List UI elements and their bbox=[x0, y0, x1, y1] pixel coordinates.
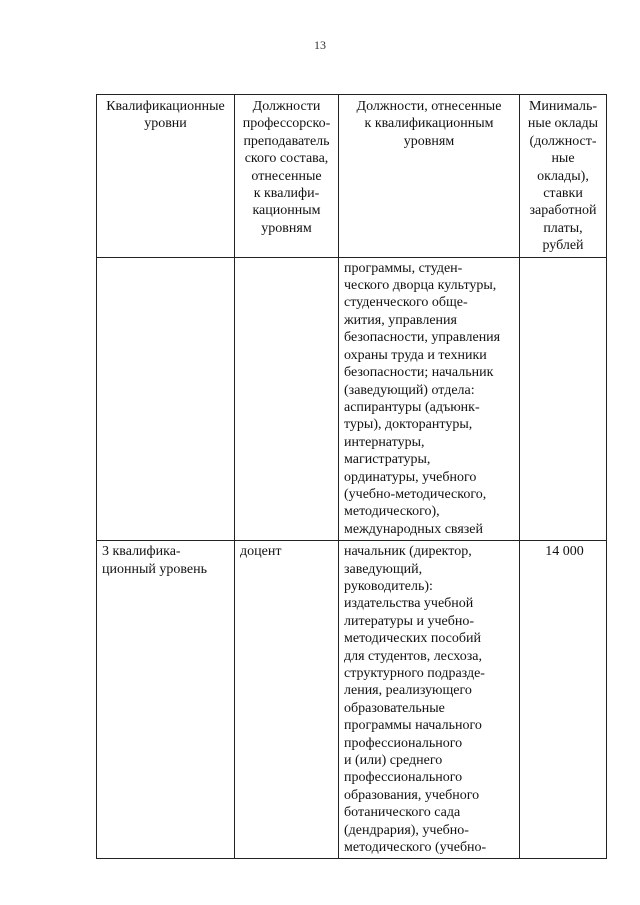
header-min-salary: Минималь- ные оклады (должност- ные оклады), ставки заработной платы, рублей bbox=[520, 95, 607, 258]
faculty-position-cell bbox=[235, 257, 339, 541]
positions-cell: программы, студен- ческого дворца культуры, студенческого обще- жития, управления безопасности, управления охраны труда и техники безопасности; начальник (заведующий) отдела: аспирантуры (адъюнк- туры), докторантуры, интернатуры, магистратуры, ординатуры, учебного (учебно-методического, методического), международных связей bbox=[339, 257, 520, 541]
level-cell: 3 квалифика- ционный уровень bbox=[97, 541, 235, 859]
table-header-row bbox=[97, 95, 607, 258]
salary-table bbox=[96, 94, 607, 859]
table-row bbox=[97, 257, 607, 541]
header-positions: Должности, отнесенные к квалификационным уровням bbox=[339, 95, 520, 258]
salary-cell: 14 000 bbox=[520, 541, 607, 859]
positions-cell: начальник (директор, заведующий, руководитель): издательства учебной литературы и учебно- методических пособий для студентов, лесхоза, структурного подразде- ления, реализующего образовательные программы начального профессионального и (или) среднего профессионального образования, учебного ботанического сада (дендрария), учебно- методического (учебно- bbox=[339, 541, 520, 859]
header-qualification-levels: Квалификационные уровни bbox=[97, 95, 235, 258]
salary-cell bbox=[520, 257, 607, 541]
header-faculty-positions: Должности профессорско- преподаватель ского состава, отнесенные к квалифи- кационным уровням bbox=[235, 95, 339, 258]
page-number: 13 bbox=[314, 38, 326, 52]
faculty-position-cell: доцент bbox=[235, 541, 339, 859]
table-row bbox=[97, 541, 607, 859]
level-cell bbox=[97, 257, 235, 541]
